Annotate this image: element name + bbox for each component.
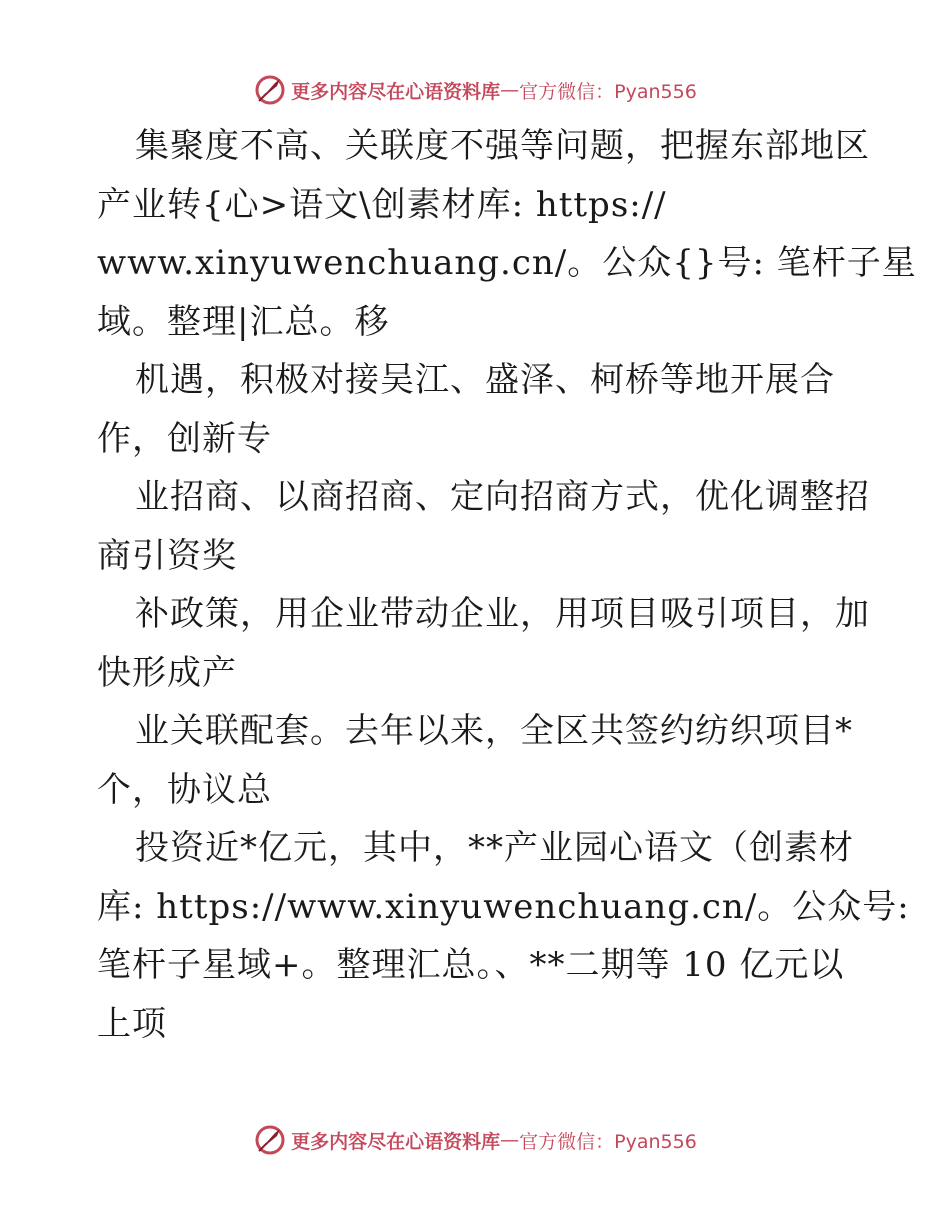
body-line: 域。整理|汇总。移 bbox=[97, 301, 390, 342]
body-line: www.xinyuwenchuang.cn/。公众{}号: 笔杆子星 bbox=[97, 243, 917, 283]
body-line: 上项 bbox=[97, 1003, 167, 1044]
body-line: 集聚度不高、关联度不强等问题，把握东部地区 bbox=[135, 126, 870, 166]
body-line: 投资近*亿元，其中，**产业园心语文（创素材 bbox=[135, 828, 854, 868]
body-line: 快形成产 bbox=[97, 652, 237, 693]
header-banner bbox=[0, 70, 950, 110]
body-line: 个，协议总 bbox=[97, 769, 272, 810]
body-line: 商引资奖 bbox=[97, 535, 237, 576]
body-line: 作，创新专 bbox=[97, 418, 272, 459]
banner-wechat-text: 官方微信：Pyan556 bbox=[519, 80, 697, 103]
banner-wechat-text: 官方微信：Pyan556 bbox=[519, 1130, 697, 1153]
footer-banner bbox=[0, 1120, 950, 1160]
body-line: 业关联配套。去年以来，全区共签约纺织项目* bbox=[135, 711, 853, 751]
body-line: 业招商、以商招商、定向招商方式，优化调整招 bbox=[135, 477, 870, 517]
body-line: 产业转{心>语文\创素材库: https:// bbox=[97, 184, 667, 225]
body-line: 库: https://www.xinyuwenchuang.cn/。公众号: bbox=[97, 886, 910, 927]
banner-main-text: 更多内容尽在心语资料库 bbox=[291, 1130, 501, 1153]
body-line: 机遇，积极对接吴江、盛泽、柯桥等地开展合 bbox=[135, 360, 835, 400]
body-line: 补政策，用企业带动企业，用项目吸引项目，加 bbox=[135, 594, 870, 634]
body-line: 笔杆子星域+。整理汇总。、**二期等 10 亿元以 bbox=[97, 945, 845, 985]
banner-dash: — bbox=[500, 1129, 520, 1151]
quill-logo-icon bbox=[253, 73, 287, 107]
document-body bbox=[97, 117, 917, 1053]
banner-dash: — bbox=[500, 79, 520, 101]
banner-main-text: 更多内容尽在心语资料库 bbox=[291, 80, 501, 103]
quill-logo-icon bbox=[253, 1123, 287, 1157]
